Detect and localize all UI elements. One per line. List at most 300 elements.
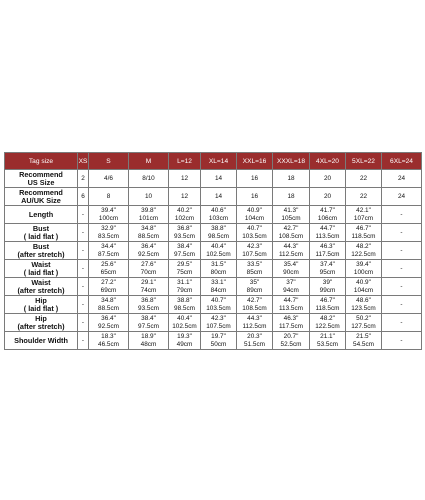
- table-cell: [237, 224, 273, 242]
- cell-value: 10: [144, 192, 153, 200]
- cell-value: 34.8": [101, 297, 116, 305]
- table-cell: [346, 296, 382, 314]
- table-row: [5, 242, 422, 260]
- table-cell: [201, 314, 237, 332]
- cell-value: 69cm: [100, 286, 117, 294]
- cell-value: 79cm: [176, 286, 193, 294]
- xs-cell: -: [78, 314, 89, 332]
- column-header: S: [89, 153, 129, 170]
- table-row: [5, 206, 422, 224]
- table-cell: [346, 170, 382, 188]
- cell-value: 93.5cm: [138, 304, 159, 312]
- cell-value: 29.5": [177, 261, 192, 269]
- cell-value: 42.3": [247, 243, 262, 251]
- row-label: [5, 188, 78, 206]
- cell-value: 34.4": [101, 243, 116, 251]
- cell-value: 70cm: [140, 268, 157, 276]
- cell-value: 40.2": [177, 207, 192, 215]
- cell-value: 38.4": [141, 315, 156, 323]
- cell-value: 27.2": [101, 279, 116, 287]
- cell-value: 50cm: [210, 340, 227, 348]
- cell-value: 36.4": [141, 243, 156, 251]
- table-cell: [346, 224, 382, 242]
- table-cell: [169, 332, 201, 350]
- xs-cell: -: [78, 224, 89, 242]
- row-label: [5, 242, 78, 260]
- row-label: [5, 296, 78, 314]
- cell-value: 100cm: [98, 214, 119, 222]
- cell-value: 108.5cm: [278, 232, 304, 240]
- cell-value: 48cm: [140, 340, 157, 348]
- cell-value: 107cm: [353, 214, 374, 222]
- table-body: [5, 170, 422, 350]
- table-cell: [169, 242, 201, 260]
- table-cell: [273, 296, 310, 314]
- row-label-line: Bust: [32, 241, 50, 251]
- cell-value: 52.5cm: [280, 340, 302, 348]
- row-label-line: US Size: [27, 177, 55, 187]
- cell-value: 29.1": [141, 279, 156, 287]
- cell-value: 40.4": [211, 243, 226, 251]
- cell-value: 51.5cm: [244, 340, 265, 348]
- column-header: L=12: [169, 153, 201, 170]
- cell-value: 21.1": [320, 333, 335, 341]
- cell-value: 113.5cm: [278, 304, 304, 312]
- cell-value: 80cm: [210, 268, 227, 276]
- row-label-line: (after stretch): [17, 285, 65, 295]
- size-table: [4, 152, 422, 350]
- cell-value: 112.5cm: [242, 322, 267, 330]
- cell-value: 40.9": [356, 279, 371, 287]
- table-cell: [89, 278, 129, 296]
- table-cell: [237, 242, 273, 260]
- cell-value: 18.9": [141, 333, 156, 341]
- cell-value: 24: [397, 174, 406, 182]
- column-header: XL=14: [201, 153, 237, 170]
- cell-value: 74cm: [140, 286, 157, 294]
- table-row: [5, 314, 422, 332]
- row-label-line: ( laid flat ): [23, 267, 59, 277]
- cell-value: 94cm: [283, 286, 299, 294]
- table-cell: [129, 332, 169, 350]
- cell-value: 22: [359, 192, 368, 200]
- cell-value: 103.5cm: [206, 304, 231, 312]
- table-cell: [169, 188, 201, 206]
- cell-value: 12: [180, 192, 189, 200]
- cell-value: 99cm: [319, 286, 336, 294]
- table-cell: [237, 170, 273, 188]
- cell-value: 101cm: [138, 214, 159, 222]
- table-cell: [129, 242, 169, 260]
- table-cell: [346, 206, 382, 224]
- table-cell: [201, 332, 237, 350]
- table-cell: [129, 206, 169, 224]
- row-label-line: Bust: [32, 223, 50, 233]
- cell-value: 90cm: [283, 268, 299, 276]
- column-header: 4XL=20: [310, 153, 346, 170]
- xs-cell: -: [78, 242, 89, 260]
- cell-value: 44.7": [320, 225, 335, 233]
- table-cell: [346, 314, 382, 332]
- table-cell: [89, 188, 129, 206]
- table-row: [5, 260, 422, 278]
- table-cell: [129, 224, 169, 242]
- cell-value: 127.5cm: [351, 322, 376, 330]
- table-cell: [129, 296, 169, 314]
- cell-value: 27.6": [141, 261, 156, 269]
- cell-value: 105cm: [281, 214, 301, 222]
- table-cell: [273, 224, 310, 242]
- table-row: [5, 278, 422, 296]
- cell-value: 46.7": [320, 297, 335, 305]
- table-cell: [201, 224, 237, 242]
- table-cell: [310, 206, 346, 224]
- cell-value: 108.5cm: [242, 304, 267, 312]
- table-row: [5, 296, 422, 314]
- table-cell: [201, 296, 237, 314]
- cell-value: 46.7": [356, 225, 371, 233]
- cell-value: -: [400, 282, 403, 290]
- row-label-line: Hip: [35, 313, 47, 323]
- cell-value: 88.5cm: [138, 232, 159, 240]
- table-cell: [89, 260, 129, 278]
- table-cell: [310, 170, 346, 188]
- cell-value: 102cm: [174, 214, 195, 222]
- table-cell: [89, 170, 129, 188]
- xs-cell: 6: [78, 188, 89, 206]
- column-header: XXL=16: [237, 153, 273, 170]
- cell-value: 14: [214, 192, 223, 200]
- cell-value: 95cm: [319, 268, 336, 276]
- table-cell: [273, 278, 310, 296]
- cell-value: 87.5cm: [98, 250, 119, 258]
- table-cell: [89, 296, 129, 314]
- table-cell: [382, 260, 422, 278]
- cell-value: 20: [323, 174, 332, 182]
- cell-value: 102.5cm: [172, 322, 197, 330]
- table-cell: [237, 278, 273, 296]
- cell-value: 24: [397, 192, 406, 200]
- column-header: XS: [78, 153, 89, 170]
- cell-value: 104cm: [244, 214, 265, 222]
- cell-value: 85cm: [246, 268, 263, 276]
- table-cell: [169, 224, 201, 242]
- cell-value: 48.6": [356, 297, 371, 305]
- xs-cell: -: [78, 260, 89, 278]
- table-cell: [237, 314, 273, 332]
- table-cell: [310, 296, 346, 314]
- table-cell: [201, 260, 237, 278]
- cell-value: 48.2": [356, 243, 371, 251]
- cell-value: 46.5cm: [98, 340, 119, 348]
- table-cell: [310, 332, 346, 350]
- row-label-line: Waist: [31, 277, 51, 287]
- cell-value: 4/6: [104, 174, 113, 182]
- cell-value: 44.7": [283, 297, 299, 305]
- table-row: [5, 188, 422, 206]
- cell-value: 18.3": [101, 333, 116, 341]
- cell-value: 88.5cm: [98, 304, 119, 312]
- table-cell: [201, 242, 237, 260]
- cell-value: 103.5cm: [242, 232, 267, 240]
- cell-value: 123.5cm: [351, 304, 376, 312]
- cell-value: 20: [323, 192, 332, 200]
- cell-value: 102.5cm: [206, 250, 231, 258]
- cell-value: 113.5cm: [315, 232, 340, 240]
- table-cell: [310, 278, 346, 296]
- cell-value: 8: [106, 192, 111, 200]
- row-label: [5, 170, 78, 188]
- row-label-line: (after stretch): [17, 321, 65, 331]
- cell-value: 93.5cm: [174, 232, 195, 240]
- cell-value: 122.5cm: [315, 322, 340, 330]
- cell-value: 16: [250, 174, 259, 182]
- cell-value: 38.8": [177, 297, 192, 305]
- table-cell: [89, 242, 129, 260]
- cell-value: 53.5cm: [317, 340, 338, 348]
- table-cell: [237, 296, 273, 314]
- xs-cell: -: [78, 278, 89, 296]
- cell-value: 31.1": [177, 279, 192, 287]
- cell-value: -: [400, 246, 403, 254]
- table-cell: [310, 188, 346, 206]
- cell-value: 42.7": [283, 225, 299, 233]
- cell-value: 40.7": [247, 225, 262, 233]
- table-cell: [129, 260, 169, 278]
- cell-value: 31.5": [211, 261, 226, 269]
- cell-value: 118.5cm: [351, 232, 376, 240]
- cell-value: 37": [286, 279, 296, 287]
- cell-value: 12: [180, 174, 189, 182]
- table-cell: [273, 170, 310, 188]
- table-cell: [273, 260, 310, 278]
- cell-value: 32.9": [101, 225, 116, 233]
- cell-value: 22: [359, 174, 368, 182]
- cell-value: 97.5cm: [138, 322, 159, 330]
- cell-value: 40.9": [247, 207, 262, 215]
- cell-value: 25.6": [101, 261, 116, 269]
- xs-cell: -: [78, 332, 89, 350]
- row-label-line: Hip: [35, 295, 47, 305]
- table-cell: [89, 314, 129, 332]
- table-cell: [273, 242, 310, 260]
- size-chart: [4, 152, 421, 350]
- table-cell: [237, 206, 273, 224]
- cell-value: 118.5cm: [315, 304, 340, 312]
- table-cell: [346, 260, 382, 278]
- table-row: [5, 224, 422, 242]
- cell-value: 40.6": [211, 207, 226, 215]
- table-cell: [382, 296, 422, 314]
- table-row: [5, 332, 422, 350]
- cell-value: 33.5": [247, 261, 262, 269]
- cell-value: 48.2": [320, 315, 335, 323]
- cell-value: 92.5cm: [138, 250, 159, 258]
- table-cell: [273, 188, 310, 206]
- cell-value: 20.7": [283, 333, 299, 341]
- cell-value: 33.1": [211, 279, 226, 287]
- table-cell: [310, 242, 346, 260]
- table-cell: [201, 278, 237, 296]
- cell-value: 98.5cm: [174, 304, 195, 312]
- cell-value: 75cm: [176, 268, 193, 276]
- table-cell: [129, 278, 169, 296]
- cell-value: -: [400, 264, 403, 272]
- table-cell: [273, 314, 310, 332]
- row-label: [5, 206, 78, 224]
- cell-value: -: [400, 336, 403, 344]
- table-cell: [201, 188, 237, 206]
- header-row: [5, 153, 422, 170]
- cell-value: 41.7": [320, 207, 335, 215]
- cell-value: 36.8": [177, 225, 192, 233]
- cell-value: 41.3": [283, 207, 299, 215]
- column-header: M: [129, 153, 169, 170]
- cell-value: 34.8": [141, 225, 156, 233]
- table-cell: [169, 278, 201, 296]
- table-cell: [382, 278, 422, 296]
- cell-value: 39.4": [356, 261, 371, 269]
- row-label-line: (after stretch): [17, 249, 65, 259]
- table-cell: [346, 188, 382, 206]
- cell-value: 84cm: [210, 286, 227, 294]
- cell-value: 39": [322, 279, 333, 287]
- cell-value: 107.5cm: [206, 322, 231, 330]
- cell-value: 37.4": [320, 261, 335, 269]
- cell-value: 39.4": [101, 207, 116, 215]
- cell-value: 46.3": [283, 315, 299, 323]
- cell-value: 18: [287, 192, 295, 200]
- xs-cell: -: [78, 296, 89, 314]
- table-cell: [89, 332, 129, 350]
- table-cell: [201, 170, 237, 188]
- table-cell: [382, 242, 422, 260]
- cell-value: 39.8": [141, 207, 156, 215]
- cell-value: 42.3": [211, 315, 226, 323]
- cell-value: -: [400, 300, 403, 308]
- table-cell: [237, 332, 273, 350]
- cell-value: 97.5cm: [174, 250, 195, 258]
- cell-value: 36.8": [141, 297, 156, 305]
- cell-value: 98.5cm: [208, 232, 229, 240]
- column-header: 5XL=22: [346, 153, 382, 170]
- column-header: XXXL=18: [273, 153, 310, 170]
- table-cell: [346, 278, 382, 296]
- row-label: [5, 260, 78, 278]
- table-cell: [382, 332, 422, 350]
- table-cell: [237, 260, 273, 278]
- column-header: 6XL=24: [382, 153, 422, 170]
- cell-value: -: [400, 210, 403, 218]
- table-cell: [169, 170, 201, 188]
- cell-value: 18: [287, 174, 295, 182]
- cell-value: 92.5cm: [98, 322, 119, 330]
- row-label-line: Recommend: [19, 187, 63, 197]
- table-cell: [382, 188, 422, 206]
- table-cell: [382, 170, 422, 188]
- cell-value: 49cm: [176, 340, 193, 348]
- table-cell: [129, 170, 169, 188]
- column-header-tag-size: Tag size: [5, 153, 78, 170]
- table-cell: [310, 314, 346, 332]
- table-cell: [89, 224, 129, 242]
- table-cell: [346, 242, 382, 260]
- row-label: [5, 314, 78, 332]
- row-label-line: ( laid flat ): [23, 303, 59, 313]
- xs-cell: 2: [78, 170, 89, 188]
- cell-value: 42.1": [356, 207, 371, 215]
- cell-value: 65cm: [100, 268, 117, 276]
- table-cell: [382, 314, 422, 332]
- row-label-line: AU/UK Size: [21, 195, 61, 205]
- table-cell: [382, 206, 422, 224]
- cell-value: 100cm: [353, 268, 374, 276]
- table-cell: [129, 188, 169, 206]
- cell-value: 19.7": [211, 333, 226, 341]
- cell-value: 36.4": [101, 315, 116, 323]
- cell-value: 8/10: [142, 174, 155, 182]
- cell-value: 103cm: [208, 214, 229, 222]
- table-cell: [310, 224, 346, 242]
- cell-value: 112.5cm: [278, 250, 304, 258]
- table-cell: [346, 332, 382, 350]
- cell-value: 38.8": [211, 225, 226, 233]
- cell-value: 89cm: [246, 286, 263, 294]
- cell-value: 50.2": [356, 315, 371, 323]
- cell-value: 35": [249, 279, 260, 287]
- cell-value: 16: [250, 192, 259, 200]
- cell-value: 104cm: [353, 286, 374, 294]
- cell-value: 54.5cm: [353, 340, 374, 348]
- cell-value: 19.3": [177, 333, 192, 341]
- cell-value: 38.4": [177, 243, 192, 251]
- table-cell: [310, 260, 346, 278]
- table-row: [5, 170, 422, 188]
- cell-value: -: [400, 228, 403, 236]
- cell-value: 21.5": [356, 333, 371, 341]
- cell-value: 44.3": [283, 243, 299, 251]
- cell-value: 40.7": [211, 297, 226, 305]
- row-label-line: Recommend: [19, 169, 63, 179]
- table-cell: [237, 188, 273, 206]
- cell-value: 106cm: [317, 214, 338, 222]
- row-label-line: Length: [28, 209, 54, 219]
- cell-value: 20.3": [247, 333, 262, 341]
- table-cell: [201, 206, 237, 224]
- cell-value: 83.5cm: [98, 232, 119, 240]
- row-label: [5, 224, 78, 242]
- table-cell: [169, 260, 201, 278]
- row-label-line: ( laid flat ): [23, 231, 59, 241]
- cell-value: 40.4": [177, 315, 192, 323]
- cell-value: -: [400, 318, 403, 326]
- row-label: [5, 332, 78, 350]
- cell-value: 44.3": [247, 315, 262, 323]
- cell-value: 42.7": [247, 297, 262, 305]
- table-cell: [169, 206, 201, 224]
- cell-value: 122.5cm: [351, 250, 376, 258]
- table-cell: [129, 314, 169, 332]
- table-cell: [273, 206, 310, 224]
- table-cell: [382, 224, 422, 242]
- table-cell: [169, 296, 201, 314]
- cell-value: 107.5cm: [242, 250, 267, 258]
- table-cell: [169, 314, 201, 332]
- table-cell: [89, 206, 129, 224]
- cell-value: 117.5cm: [278, 322, 304, 330]
- row-label-line: Waist: [31, 259, 51, 269]
- cell-value: 46.3": [320, 243, 335, 251]
